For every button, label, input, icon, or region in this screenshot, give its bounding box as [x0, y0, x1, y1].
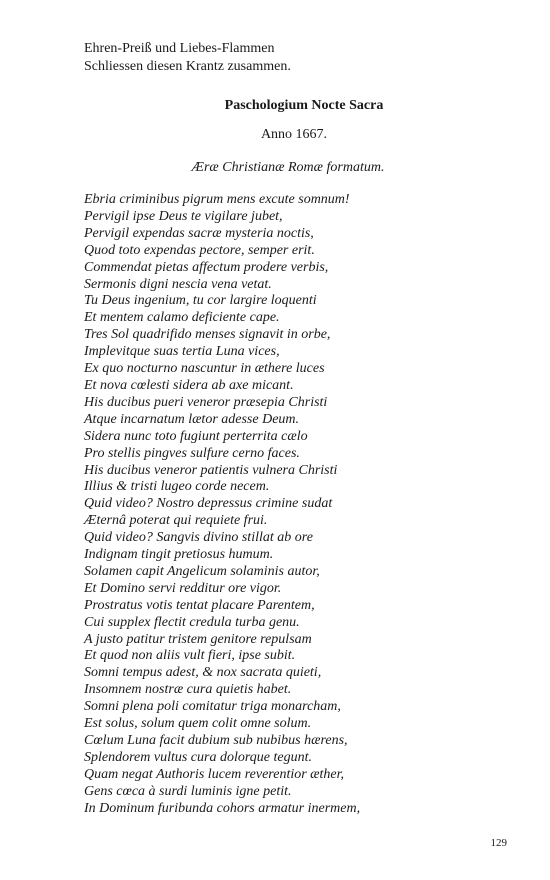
poem-line: Tres Sol quadrifido menses signavit in orbe,	[84, 327, 331, 343]
poem-line: Et Domino servi redditur ore vigor.	[84, 580, 282, 596]
intro-verse	[84, 40, 291, 76]
poem-line: Et mentem calamo deficiente cape.	[84, 310, 280, 326]
intro-line: Schliessen diesen Krantz zusammen.	[84, 59, 291, 74]
poem-line: Pervigil ipse Deus te vigilare jubet,	[84, 208, 283, 224]
poem-line: Quid video? Sangvis divino stillat ab ore	[84, 530, 313, 546]
poem-line: Quam negat Authoris lucem reverentior æther,	[84, 766, 345, 782]
poem-line: Indignam tingit pretiosus humum.	[84, 547, 274, 563]
poem-line: Atque incarnatum lætor adesse Deum.	[84, 411, 300, 427]
poem-line: Ex quo nocturno nascuntur in æthere luces	[84, 361, 325, 377]
page-number: 129	[490, 837, 507, 849]
poem-line: Et nova cœlesti sidera ab axe micant.	[84, 377, 294, 393]
poem-line: Illius & tristi lugeo corde necem.	[84, 479, 270, 495]
poem-line: Cui supplex flectit credula turba genu.	[84, 614, 300, 630]
poem-line: Pro stellis pingves sulfure cerno faces.	[84, 445, 300, 461]
poem-line: Somni plena poli comitatur triga monarcham,	[84, 699, 341, 715]
poem-line: His ducibus pueri veneror præsepia Christi	[84, 394, 328, 410]
poem-line: Pervigil expendas sacræ mysteria noctis,	[84, 225, 314, 241]
poem-line: Insomnem nostræ cura quietis habet.	[84, 682, 292, 698]
poem-line: Prostratus votis tentat placare Parentem,	[84, 597, 315, 613]
poem-body	[84, 192, 360, 818]
poem-year: Anno 1667.	[260, 127, 328, 142]
poem-line: Gens cœca à surdi luminis igne petit.	[84, 783, 292, 799]
poem-line: Implevitque suas tertia Luna vices,	[84, 344, 280, 360]
poem-title: Paschologium Nocte Sacra	[224, 98, 384, 113]
intro-line: Ehren-Preiß und Liebes-Flammen	[84, 41, 275, 56]
poem-line: A justo patitur tristem genitore repulsam	[84, 631, 312, 647]
poem-line: Solamen capit Angelicum solaminis autor,	[84, 563, 320, 579]
poem-line: Commendat pietas affectum prodere verbis,	[84, 259, 329, 275]
poem-line: Sermonis digni nescia vena vetat.	[84, 276, 272, 292]
poem-line: Æternâ poterat qui requiete frui.	[84, 513, 268, 529]
poem-line: Somni tempus adest, & nox sacrata quieti,	[84, 665, 322, 681]
poem-line: Quod toto expendas pectore, semper erit.	[84, 242, 315, 258]
poem-line: In Dominum furibunda cohors armatur inermem,	[84, 800, 361, 816]
poem-line: Sidera nunc toto fugiunt perterrita cælo	[84, 428, 308, 444]
poem-line: Ebria criminibus pigrum mens excute somnum!	[84, 192, 350, 207]
poem-line: Et quod non aliis vult fieri, ipse subit.	[84, 648, 296, 664]
poem-subtitle: Æræ Christianæ Romæ formatum.	[191, 160, 385, 175]
poem-line: Splendorem vultus cura dolorque tegunt.	[84, 749, 312, 765]
poem-line: Est solus, solum quem colit omne solum.	[84, 716, 312, 732]
poem-line: Tu Deus ingenium, tu cor largire loquenti	[84, 293, 317, 309]
poem-line: Quid video? Nostro depressus crimine sudat	[84, 496, 333, 512]
poem-line: His ducibus veneror patientis vulnera Christi	[84, 462, 338, 478]
poem-line: Cœlum Luna facit dubium sub nubibus hærens,	[84, 733, 348, 748]
